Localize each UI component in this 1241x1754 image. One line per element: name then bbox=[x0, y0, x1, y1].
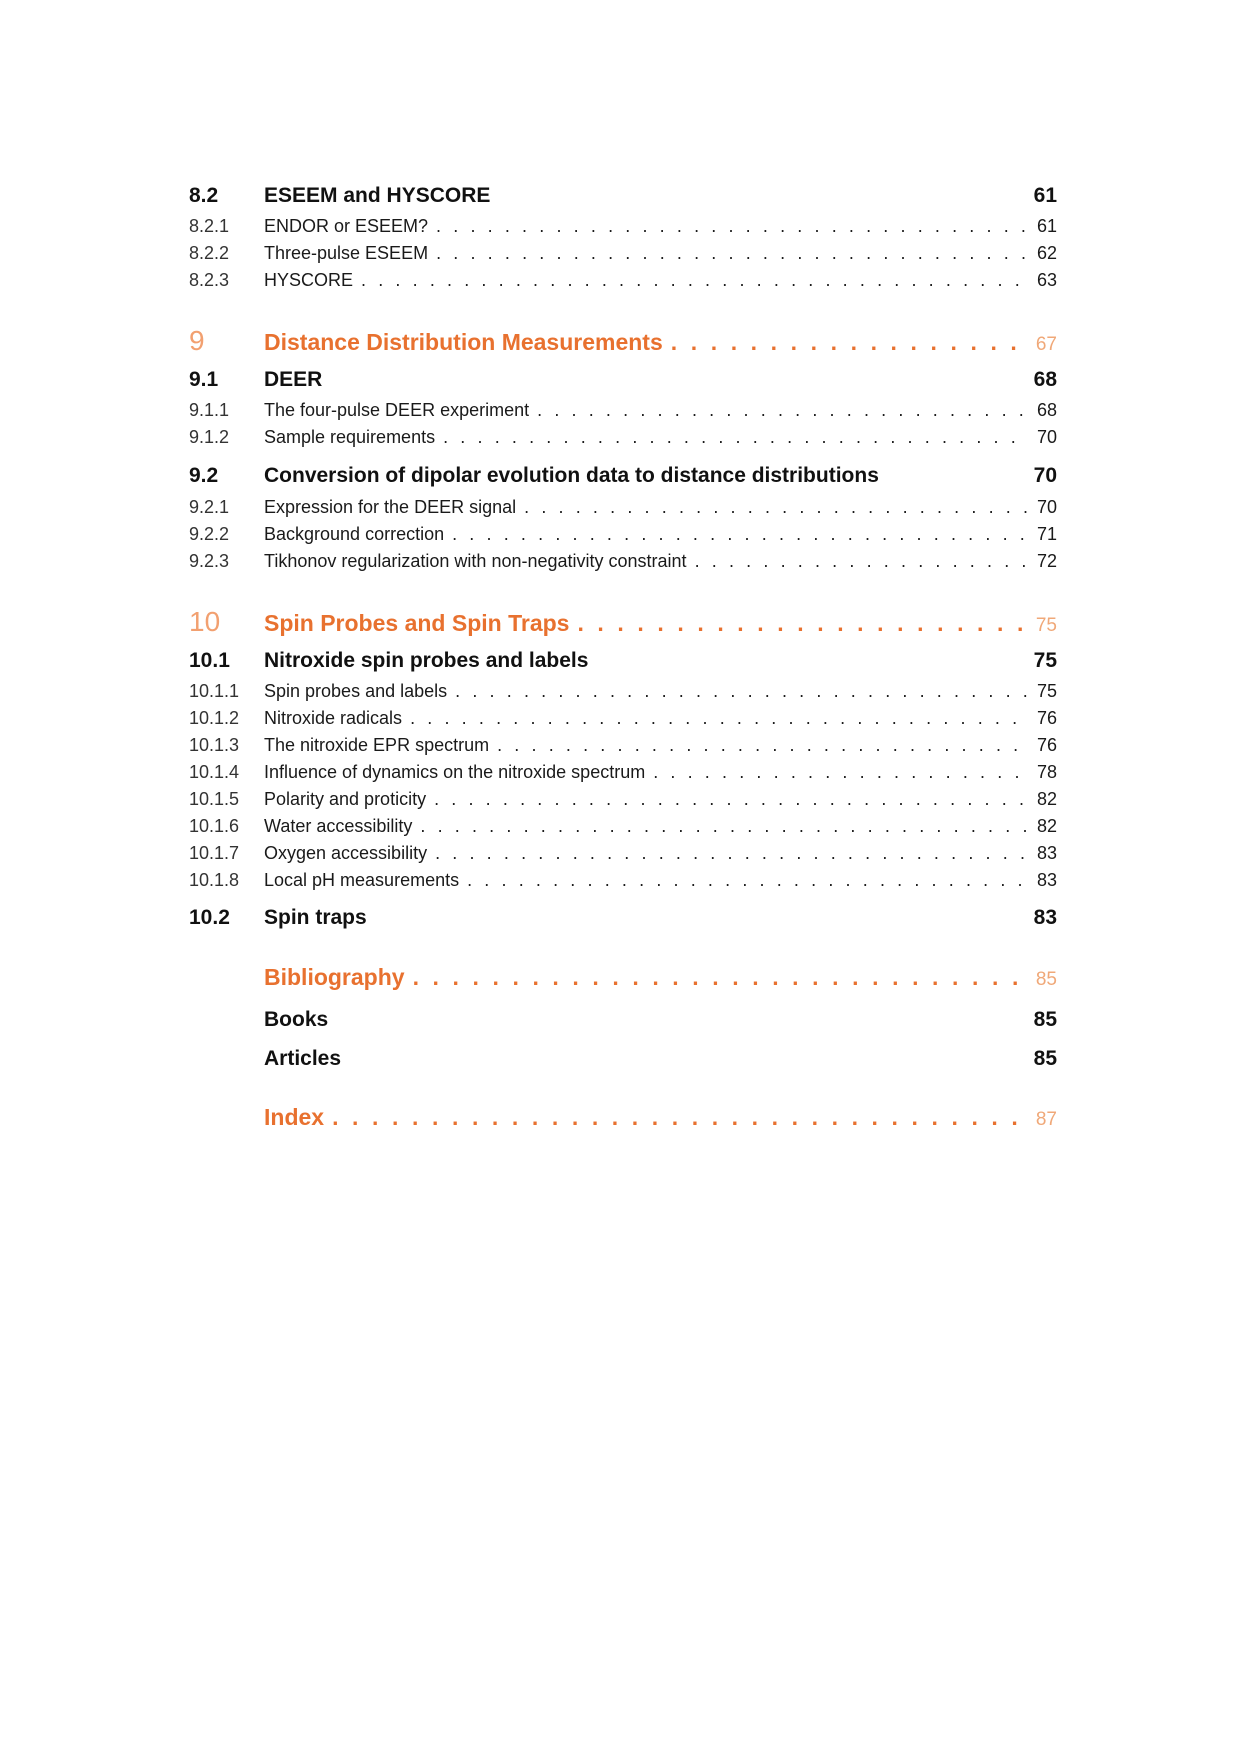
section-page: 68 bbox=[1033, 368, 1057, 391]
toc-subsection-10-1-3[interactable] bbox=[189, 735, 1057, 756]
chapter-number: 10 bbox=[189, 606, 221, 637]
toc-section-books[interactable] bbox=[189, 1008, 1057, 1032]
subsection-number: 10.1.5 bbox=[189, 789, 240, 809]
section-page: 61 bbox=[1033, 184, 1057, 207]
subsection-number: 8.2.3 bbox=[189, 270, 230, 290]
section-number: 8.2 bbox=[189, 184, 219, 207]
toc-subsection-10-1-4[interactable] bbox=[189, 762, 1057, 783]
toc-chapter-bibliography[interactable] bbox=[189, 964, 1057, 991]
toc-subsection-10-1-2[interactable] bbox=[189, 708, 1057, 729]
toc-subsection-9-1-2[interactable] bbox=[189, 427, 1057, 448]
section-page: 75 bbox=[1033, 649, 1057, 672]
subsection-title: The four-pulse DEER experiment bbox=[264, 400, 530, 420]
section-title: Nitroxide spin probes and labels bbox=[264, 649, 589, 672]
subsection-page: 76 bbox=[1036, 708, 1057, 728]
subsection-number: 10.1.3 bbox=[189, 735, 240, 755]
section-page: 85 bbox=[1033, 1008, 1057, 1031]
subsection-page: 82 bbox=[1036, 789, 1057, 809]
chapter-title: Distance Distribution Measurements bbox=[264, 329, 663, 355]
dot-leader bbox=[452, 524, 1029, 545]
subsection-page: 68 bbox=[1036, 400, 1057, 420]
dot-leader bbox=[653, 762, 1029, 783]
subsection-page: 63 bbox=[1036, 270, 1057, 290]
section-title: DEER bbox=[264, 368, 323, 391]
toc-section-9-2[interactable] bbox=[189, 464, 1057, 488]
subsection-number: 10.1.2 bbox=[189, 708, 240, 728]
subsection-number: 9.1.1 bbox=[189, 400, 230, 420]
toc-subsection-9-1-1[interactable] bbox=[189, 400, 1057, 421]
chapter-title: Spin Probes and Spin Traps bbox=[264, 610, 570, 636]
toc-section-9-1[interactable] bbox=[189, 368, 1057, 392]
toc-chapter-index[interactable] bbox=[189, 1104, 1057, 1131]
subsection-title: Oxygen accessibility bbox=[264, 843, 428, 863]
subsection-title: Three-pulse ESEEM bbox=[264, 243, 429, 263]
dot-leader bbox=[413, 964, 1028, 991]
chapter-page: 87 bbox=[1035, 1109, 1057, 1130]
subsection-title: Nitroxide radicals bbox=[264, 708, 403, 728]
toc-subsection-10-1-1[interactable] bbox=[189, 681, 1057, 702]
subsection-page: 83 bbox=[1036, 843, 1057, 863]
dot-leader bbox=[524, 497, 1029, 518]
toc-subsection-9-2-3[interactable] bbox=[189, 551, 1057, 572]
dot-leader bbox=[443, 427, 1029, 448]
chapter-title: Bibliography bbox=[264, 964, 405, 990]
section-number: 9.2 bbox=[189, 464, 219, 487]
dot-leader bbox=[420, 816, 1029, 837]
toc-subsection-8-2-2[interactable] bbox=[189, 243, 1057, 264]
dot-leader bbox=[410, 708, 1029, 729]
chapter-title: Index bbox=[264, 1104, 325, 1130]
subsection-number: 9.1.2 bbox=[189, 427, 230, 447]
subsection-title: Background correction bbox=[264, 524, 445, 544]
section-title: ESEEM and HYSCORE bbox=[264, 184, 491, 207]
dot-leader bbox=[467, 870, 1029, 891]
toc-chapter-10[interactable] bbox=[189, 606, 1057, 638]
subsection-title: Expression for the DEER signal bbox=[264, 497, 517, 517]
subsection-page: 72 bbox=[1036, 551, 1057, 571]
toc-subsection-9-2-1[interactable] bbox=[189, 497, 1057, 518]
dot-leader bbox=[671, 329, 1028, 356]
subsection-title: Spin probes and labels bbox=[264, 681, 448, 701]
subsection-page: 71 bbox=[1036, 524, 1057, 544]
toc-subsection-10-1-8[interactable] bbox=[189, 870, 1057, 891]
subsection-page: 78 bbox=[1036, 762, 1057, 782]
subsection-number: 8.2.2 bbox=[189, 243, 230, 263]
subsection-number: 8.2.1 bbox=[189, 216, 230, 236]
subsection-title: Water accessibility bbox=[264, 816, 413, 836]
subsection-title: Influence of dynamics on the nitroxide spectrum bbox=[264, 762, 646, 782]
toc-subsection-8-2-3[interactable] bbox=[189, 270, 1057, 291]
chapter-page: 85 bbox=[1035, 969, 1057, 990]
section-title: Spin traps bbox=[264, 906, 367, 929]
dot-leader bbox=[332, 1104, 1028, 1131]
toc-subsection-10-1-7[interactable] bbox=[189, 843, 1057, 864]
subsection-page: 83 bbox=[1036, 870, 1057, 890]
subsection-number: 10.1.6 bbox=[189, 816, 240, 836]
subsection-number: 9.2.3 bbox=[189, 551, 230, 571]
dot-leader bbox=[361, 270, 1029, 291]
section-number: 10.2 bbox=[189, 906, 230, 929]
subsection-number: 10.1.7 bbox=[189, 843, 240, 863]
section-title: Conversion of dipolar evolution data to distance distributions bbox=[264, 464, 879, 487]
toc-section-10-2[interactable] bbox=[189, 906, 1057, 930]
subsection-number: 10.1.8 bbox=[189, 870, 240, 890]
section-page: 83 bbox=[1033, 906, 1057, 929]
dot-leader bbox=[436, 216, 1029, 237]
subsection-title: Local pH measurements bbox=[264, 870, 460, 890]
subsection-title: Polarity and proticity bbox=[264, 789, 427, 809]
subsection-title: HYSCORE bbox=[264, 270, 354, 290]
chapter-number: 9 bbox=[189, 325, 205, 356]
subsection-title: Tikhonov regularization with non-negativity constraint bbox=[264, 551, 687, 571]
section-page: 70 bbox=[1033, 464, 1057, 487]
toc-section-8-2[interactable] bbox=[189, 184, 1057, 208]
subsection-number: 9.2.1 bbox=[189, 497, 230, 517]
section-page: 85 bbox=[1033, 1047, 1057, 1070]
dot-leader bbox=[434, 789, 1029, 810]
chapter-page: 67 bbox=[1035, 334, 1057, 355]
toc-subsection-10-1-5[interactable] bbox=[189, 789, 1057, 810]
subsection-number: 10.1.4 bbox=[189, 762, 240, 782]
subsection-page: 61 bbox=[1036, 216, 1057, 236]
subsection-page: 70 bbox=[1036, 497, 1057, 517]
dot-leader bbox=[435, 843, 1029, 864]
section-title: Books bbox=[264, 1008, 329, 1031]
subsection-title: ENDOR or ESEEM? bbox=[264, 216, 429, 236]
subsection-page: 70 bbox=[1036, 427, 1057, 447]
section-number: 10.1 bbox=[189, 649, 230, 672]
section-number: 9.1 bbox=[189, 368, 219, 391]
subsection-title: Sample requirements bbox=[264, 427, 436, 447]
chapter-page: 75 bbox=[1035, 615, 1057, 636]
dot-leader bbox=[455, 681, 1029, 702]
toc-chapter-9[interactable] bbox=[189, 325, 1057, 357]
toc-subsection-10-1-6[interactable] bbox=[189, 816, 1057, 837]
dot-leader bbox=[497, 735, 1029, 756]
dot-leader bbox=[577, 610, 1027, 637]
subsection-page: 62 bbox=[1036, 243, 1057, 263]
subsection-page: 75 bbox=[1036, 681, 1057, 701]
subsection-title: The nitroxide EPR spectrum bbox=[264, 735, 490, 755]
toc-section-10-1[interactable] bbox=[189, 649, 1057, 673]
section-title: Articles bbox=[264, 1047, 342, 1070]
dot-leader bbox=[537, 400, 1029, 421]
toc-subsection-8-2-1[interactable] bbox=[189, 216, 1057, 237]
subsection-number: 10.1.1 bbox=[189, 681, 240, 701]
dot-leader bbox=[695, 551, 1029, 572]
dot-leader bbox=[436, 243, 1029, 264]
toc-section-articles[interactable] bbox=[189, 1047, 1057, 1071]
subsection-number: 9.2.2 bbox=[189, 524, 230, 544]
subsection-page: 82 bbox=[1036, 816, 1057, 836]
subsection-page: 76 bbox=[1036, 735, 1057, 755]
toc-subsection-9-2-2[interactable] bbox=[189, 524, 1057, 545]
